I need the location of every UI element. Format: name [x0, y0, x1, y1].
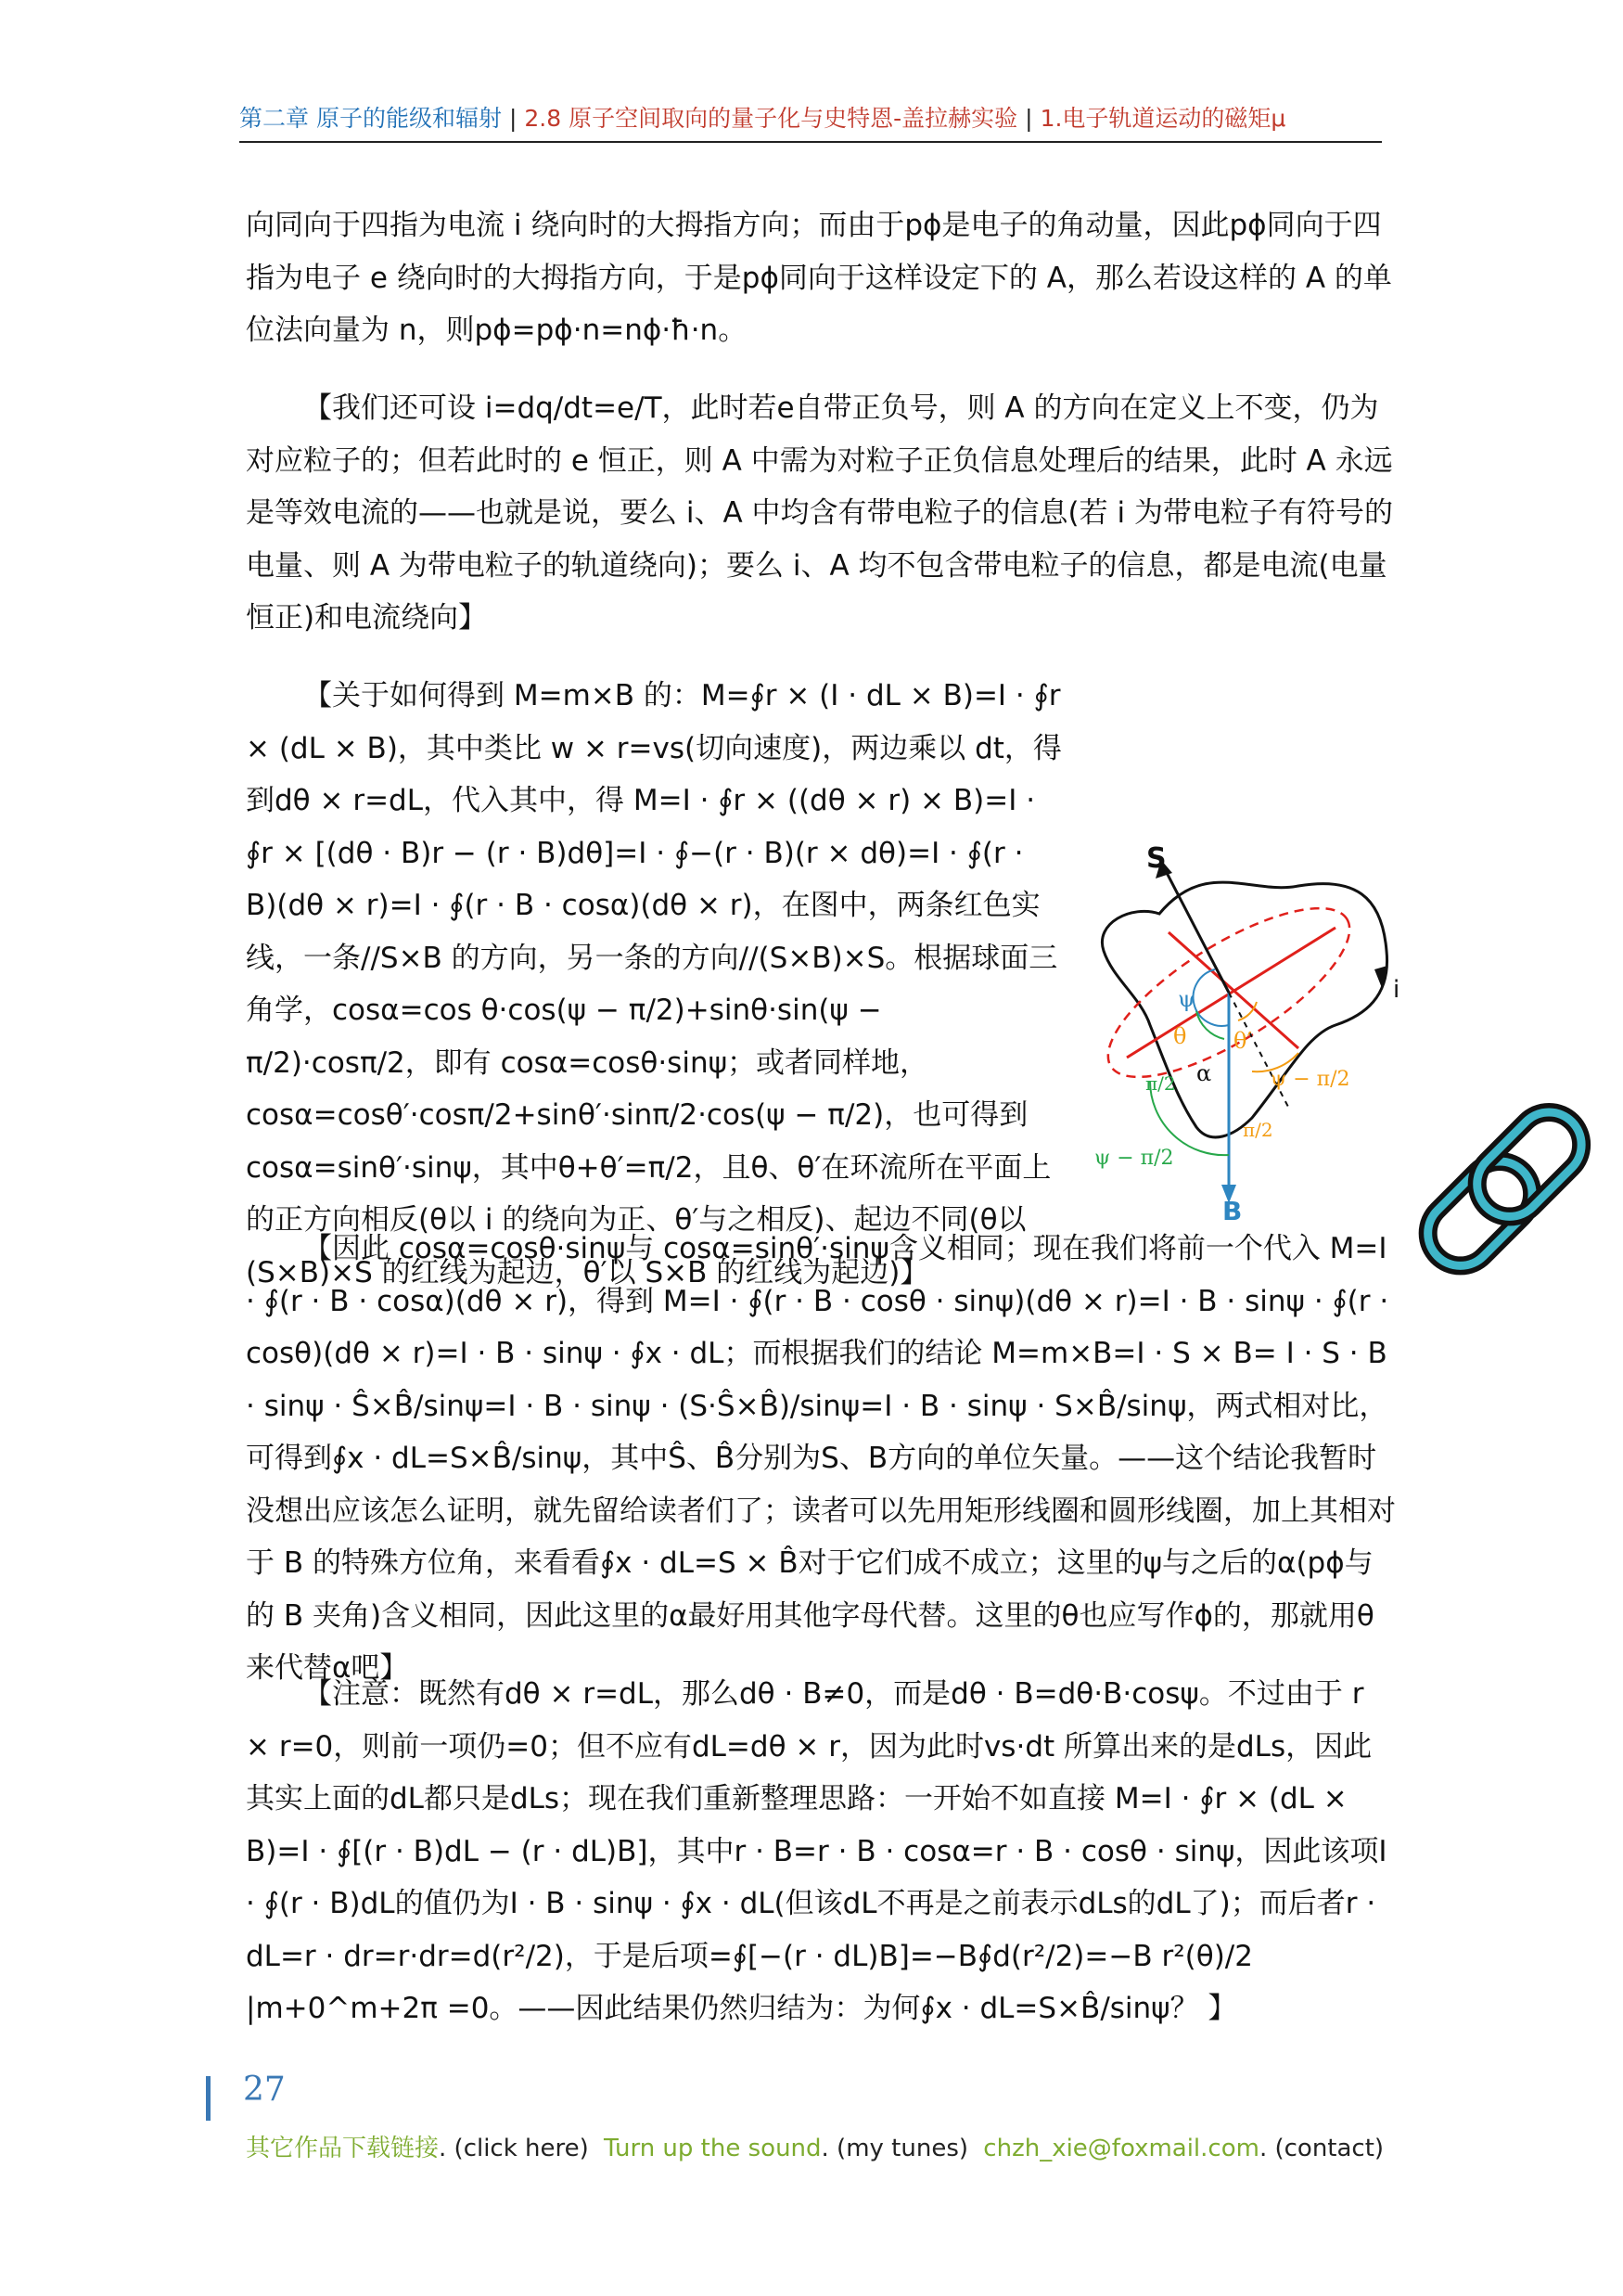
label-theta-prime: θ′	[1233, 1028, 1252, 1054]
paragraph-text: 向同向于四指为电流 i 绕向时的大拇指方向；而由于pϕ是电子的角动量，因此pϕ同向于四指为电子 e 绕向时的大拇指方向，于是pϕ同向于这样设定下的 A，那么若设这样的 A 的单位法向量为 n，则pϕ=pϕ·n=nϕ·ħ·n。	[246, 209, 1392, 347]
running-header	[239, 100, 1382, 143]
email-link[interactable]: chzh_xie@foxmail.com	[983, 2135, 1259, 2162]
label-s: S	[1146, 842, 1167, 875]
my-tunes-text: . (my tunes)	[821, 2135, 969, 2162]
page-number: 27	[243, 2071, 286, 2109]
label-psi-minus-pi2-left: ψ − π/2	[1094, 1147, 1174, 1170]
label-psi-minus-pi2-right: ψ − π/2	[1271, 1068, 1350, 1091]
paragraph-5	[246, 1668, 1396, 2035]
paragraph-2	[246, 382, 1396, 645]
click-here-text: . (click here)	[439, 2135, 589, 2162]
paragraph-1	[246, 199, 1396, 357]
works-download-link[interactable]: 其它作品下载链接	[246, 2135, 440, 2162]
sound-link[interactable]: Turn up the sound	[604, 2135, 822, 2162]
contact-text: . (contact)	[1259, 2135, 1385, 2162]
header-separator: |	[508, 105, 518, 132]
label-alpha: α	[1196, 1060, 1212, 1086]
link-icon[interactable]	[1396, 1081, 1623, 1308]
label-pi2-orange: π/2	[1243, 1119, 1273, 1141]
paragraph-text: 【注意：既然有dθ × r=dL，那么dθ · B≠0，而是dθ · B=dθ·B·cosψ。不过由于 r × r=0，则前一项仍=0；但不应有dL=dθ × r，因为此时vs·dt 所算出来的是dLs，因此其实上面的dL都只是dLs；现在我们重新整理思路：一开始不如直接 M=I · ∮r × (dL × B)=I · ∮[(r · B)dL − (r · dL)B]，其中r · B=r · B · cosα=r · B · cosθ · sinψ，因此该项I · ∮(r · B)dL的值仍为I · B · sinψ · ∮x · dL(但该dL不再是之前表示dLs的dL了)；而后者r · dL=r · dr=r·dr=d(r²/2)，于是后项=∮[−(r · dL)B]=−B∮d(r²/2)=−B r²(θ)/2 |m+0^m+2π =0。——因此结果仍然归结为：为何∮x · dL=S×B̂/sinψ？ 】	[246, 1677, 1387, 2025]
page-number-bar	[206, 2076, 211, 2121]
footer	[246, 2129, 1384, 2163]
paragraph-text: 【因此 cosα=cosθ·sinψ与 cosα=sinθ′·sinψ含义相同；现在我们将前一个代入 M=I · ∮(r · B · cosα)(dθ × r)，得到 M=I · ∮(r · B · cosθ · sinψ)(dθ × r)=I · B · sinψ · ∮(r · cosθ)(dθ × r)=I · B · sinψ · ∮x · dL；而根据我们的结论 M=m×B=I · S × B= I · S · B · sinψ · Ŝ×B̂/sinψ=I · B · sinψ · (S·Ŝ×B̂)/sinψ=I · B · sinψ · S×B̂/sinψ，两式相对比，可得到∮x · dL=S×B̂/sinψ，其中Ŝ、B̂分别为S、B方向的单位矢量。——这个结论我暂时没想出应该怎么证明，就先留给读者们了；读者可以先用矩形线圈和圆形线圈，加上其相对于 B 的特殊方位角，来看看∮x · dL=S × B̂对于它们成不成立；这里的ψ与之后的α(pϕ与的 B 夹角)含义相同，因此这里的α最好用其他字母代替。这里的θ也应写作ϕ的，那就用θ来代替α吧】	[246, 1232, 1396, 1685]
loop-geometry-figure	[1057, 840, 1410, 1220]
label-pi2-green: π/2	[1145, 1072, 1176, 1095]
label-theta: θ	[1173, 1023, 1187, 1049]
label-b: B	[1222, 1196, 1243, 1220]
header-subsection[interactable]: 1.电子轨道运动的磁矩μ	[1040, 105, 1286, 132]
header-chapter[interactable]: 第二章 原子的能级和辐射	[239, 105, 502, 132]
paragraph-text: 【我们还可设 i=dq/dt=e/T，此时若e自带正负号，则 A 的方向在定义上不变，仍为对应粒子的；但若此时的 e 恒正，则 A 中需为对粒子正负信息处理后的结果，此时 A 永远是等效电流的——也就是说，要么 i、A 中均含有带电粒子的信息(若 i 为带电粒子有符号的电量、则 A 为带电粒子的轨道绕向)；要么 i、A 均不包含带电粒子的信息，都是电流(电量恒正)和电流绕向】	[246, 391, 1393, 635]
red-line-sxb	[1127, 928, 1335, 1058]
label-psi: ψ	[1178, 986, 1195, 1012]
header-section[interactable]: 2.8 原子空间取向的量子化与史特恩-盖拉赫实验	[524, 105, 1018, 132]
paragraph-text: 【关于如何得到 M=m×B 的：M=∮r × (I · dL × B)=I · ∮r × (dL × B)，其中类比 w × r=vs(切向速度)，两边乘以 dt，得到dθ × r=dL，代入其中，得 M=I · ∮r × ((dθ × r) × B)=I · ∮r × [(dθ · B)r − (r · B)dθ]=I · ∮−(r · B)(r × dθ)=I · ∮(r · B)(dθ × r)=I · ∮(r · B · cosα)(dθ × r)，在图中，两条红色实线，一条//S×B 的方向，另一条的方向//(S×B)×S。根据球面三角学，cosα=cos θ·cos(ψ − π/2)+sinθ·sin(ψ − π/2)·cosπ/2，即有 cosα=cosθ·sinψ；或者同样地，cosα=cosθ′·cosπ/2+sinθ′·sinπ/2·cos(ψ − π/2)，也可得到 cosα=sinθ′·sinψ，其中θ+θ′=π/2，且θ、θ′在环流所在平面上的正方向相反(θ以 i 的绕向为正、θ′与之相反)、起边不同(θ以(S×B)×S 的红线为起边，θ′以 S×B 的红线为起边)】	[246, 679, 1062, 1289]
current-loop	[1102, 882, 1387, 1137]
paragraph-4	[246, 1223, 1396, 1695]
header-separator: |	[1025, 105, 1033, 132]
label-i: i	[1393, 976, 1400, 1004]
